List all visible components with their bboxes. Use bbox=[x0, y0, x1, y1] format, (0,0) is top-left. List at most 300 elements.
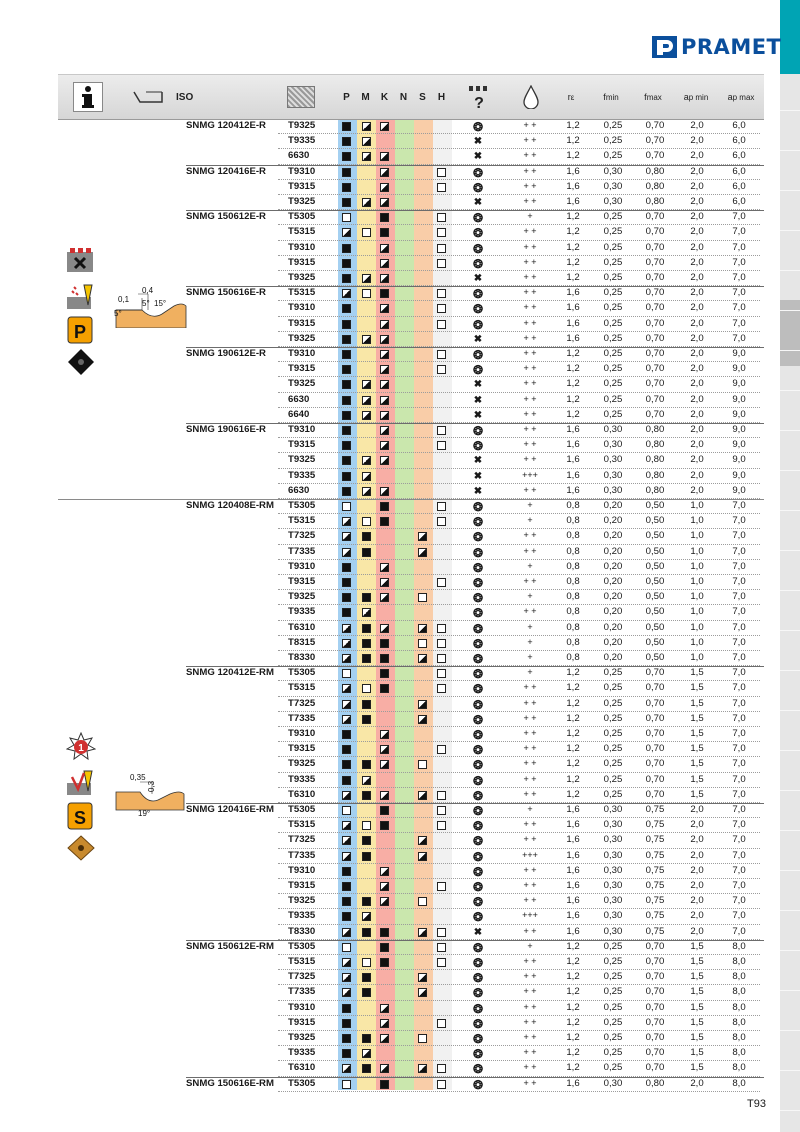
apmin-value: 1,5 bbox=[690, 743, 704, 755]
table-row bbox=[0, 256, 780, 271]
apmax-label: a bbox=[727, 92, 733, 102]
fmax-value: 0,70 bbox=[645, 1062, 665, 1074]
coolant-rating: + bbox=[527, 652, 533, 662]
apmax-value: 7,0 bbox=[732, 560, 746, 572]
rc-value: 1,6 bbox=[566, 849, 580, 861]
suitability-mark-k bbox=[380, 897, 389, 906]
continuous-application-icon: ❂ bbox=[472, 956, 484, 970]
svg-text:?: ? bbox=[474, 95, 484, 110]
fmin-header bbox=[594, 75, 628, 119]
fmax-value: 0,70 bbox=[645, 728, 665, 739]
fmin-value: 0,30 bbox=[603, 1077, 623, 1089]
fmax-value: 0,70 bbox=[645, 971, 665, 983]
suitability-mark-m bbox=[362, 456, 371, 465]
grade-code: T8330 bbox=[288, 925, 316, 937]
table-row bbox=[0, 1001, 780, 1016]
apmax-value: 7,0 bbox=[732, 834, 746, 846]
fmax-value: 0,70 bbox=[645, 788, 665, 800]
suitability-mark-s bbox=[418, 532, 427, 541]
apmax-value: 7,0 bbox=[732, 317, 746, 329]
grade-code: T9310 bbox=[288, 864, 316, 876]
rc-value: 1,2 bbox=[566, 1001, 580, 1013]
fmin-value: 0,20 bbox=[603, 576, 623, 587]
apmin-value: 2,0 bbox=[690, 454, 704, 466]
iso-designation: SNMG 120416E-RM bbox=[186, 804, 274, 815]
apmin-value: 2,0 bbox=[690, 849, 704, 861]
table-row bbox=[0, 1016, 780, 1031]
apmax-value: 9,0 bbox=[732, 393, 746, 405]
rc-value: 1,6 bbox=[566, 880, 580, 891]
apmin-value: 2,0 bbox=[690, 180, 704, 192]
continuous-application-icon: ❂ bbox=[472, 682, 484, 697]
table-row bbox=[0, 560, 780, 575]
fmin-value: 0,25 bbox=[603, 272, 623, 283]
continuous-application-icon: ❂ bbox=[472, 165, 484, 180]
suitability-mark-k bbox=[380, 320, 389, 329]
apmin-value: 2,0 bbox=[690, 135, 704, 147]
fmax-value: 0,70 bbox=[645, 226, 665, 238]
suitability-mark-p bbox=[342, 760, 351, 769]
table-row bbox=[0, 225, 780, 240]
coolant-rating: + + bbox=[523, 165, 537, 176]
suitability-mark-k bbox=[380, 684, 389, 693]
suitability-mark-m bbox=[362, 593, 371, 602]
apmin-header bbox=[676, 75, 716, 119]
suitability-mark-m bbox=[362, 472, 371, 481]
table-row bbox=[0, 484, 780, 499]
suitability-mark-p bbox=[342, 426, 351, 435]
coolant-rating: + + bbox=[523, 332, 537, 343]
continuous-application-icon: ❂ bbox=[472, 180, 484, 195]
continuous-application-icon: ❂ bbox=[472, 652, 484, 666]
suitability-mark-s bbox=[418, 988, 427, 997]
apmin-value: 2,0 bbox=[690, 226, 704, 238]
fmax-value: 0,50 bbox=[645, 576, 665, 587]
suitability-mark-h bbox=[437, 684, 446, 693]
suitability-mark-p bbox=[342, 137, 351, 146]
grade-code: T9325 bbox=[288, 895, 316, 907]
continuous-application-icon: ❂ bbox=[472, 226, 484, 241]
suitability-mark-k bbox=[380, 882, 389, 891]
section2-chipbreaker-diagram bbox=[112, 770, 188, 823]
side-divider bbox=[780, 1110, 800, 1111]
fmax-value: 0,70 bbox=[645, 317, 665, 329]
side-divider bbox=[780, 750, 800, 751]
grade-texture-icon bbox=[286, 75, 316, 119]
apmax-sub: p max bbox=[732, 92, 755, 102]
coolant-rating: + bbox=[527, 621, 533, 632]
apmin-value: 2,0 bbox=[690, 363, 704, 375]
suitability-mark-h bbox=[437, 1080, 446, 1089]
suitability-mark-k bbox=[380, 578, 389, 587]
rc-value: 0,8 bbox=[566, 621, 580, 633]
table-row bbox=[0, 1031, 780, 1046]
apmax-value: 7,0 bbox=[732, 667, 746, 679]
rc-value: 0,8 bbox=[566, 530, 580, 542]
suitability-mark-k bbox=[380, 760, 389, 769]
grade-code: T6310 bbox=[288, 788, 316, 800]
suitability-mark-s bbox=[418, 1034, 427, 1043]
fmin-value: 0,25 bbox=[603, 697, 623, 709]
suitability-mark-m bbox=[362, 928, 371, 937]
suitability-mark-k bbox=[380, 289, 389, 298]
fmin-value: 0,30 bbox=[603, 439, 623, 451]
continuous-application-icon: ❂ bbox=[472, 636, 484, 651]
coolant-drop-icon bbox=[516, 75, 546, 119]
table-row bbox=[0, 742, 780, 757]
suitability-mark-p bbox=[342, 958, 351, 967]
suitability-mark-p bbox=[342, 289, 351, 298]
apmax-value: 8,0 bbox=[732, 1001, 746, 1013]
apmax-value: 7,0 bbox=[732, 652, 746, 663]
iso-designation: SNMG 190612E-R bbox=[186, 348, 266, 359]
suitability-mark-m bbox=[362, 289, 371, 298]
fmin-value: 0,25 bbox=[603, 241, 623, 253]
grade-code: T9335 bbox=[288, 135, 316, 147]
grade-code: T5315 bbox=[288, 819, 316, 831]
apmin-value: 2,0 bbox=[690, 484, 704, 496]
suitability-mark-h bbox=[437, 745, 446, 754]
rc-value: 1,2 bbox=[566, 241, 580, 253]
apmin-value: 2,0 bbox=[690, 378, 704, 390]
apmin-value: 1,5 bbox=[690, 712, 704, 724]
grade-code: T5315 bbox=[288, 515, 316, 527]
fmin-value: 0,30 bbox=[603, 880, 623, 891]
continuous-application-icon: ❂ bbox=[472, 1062, 484, 1077]
table-row bbox=[0, 453, 780, 468]
side-divider bbox=[780, 790, 800, 791]
rc-value: 1,2 bbox=[566, 211, 580, 223]
coolant-rating: + + bbox=[523, 363, 537, 374]
apmin-value: 2,0 bbox=[690, 211, 704, 223]
rc-value: 1,2 bbox=[566, 363, 580, 375]
apmax-value: 7,0 bbox=[732, 743, 746, 755]
fmax-value: 0,70 bbox=[645, 408, 665, 420]
coolant-rating: + + bbox=[523, 956, 537, 966]
grade-code: T5305 bbox=[288, 667, 316, 679]
apmax-value: 9,0 bbox=[732, 484, 746, 496]
cross-application-icon: ✖ bbox=[473, 151, 483, 163]
coolant-rating: + + bbox=[523, 1077, 537, 1088]
side-divider bbox=[780, 630, 800, 631]
fmin-value: 0,25 bbox=[603, 287, 623, 299]
coolant-rating: + bbox=[527, 211, 533, 222]
fmin-value: 0,30 bbox=[603, 849, 623, 861]
side-tab-strip bbox=[780, 0, 800, 1132]
suitability-mark-p bbox=[342, 274, 351, 283]
cross-application-icon: ✖ bbox=[473, 136, 483, 148]
suitability-mark-m bbox=[362, 1064, 371, 1073]
suitability-mark-h bbox=[437, 517, 446, 526]
continuous-application-icon: ❂ bbox=[472, 211, 484, 226]
grade-code: T9325 bbox=[288, 120, 316, 131]
suitability-mark-m bbox=[362, 487, 371, 496]
table-row bbox=[0, 514, 780, 529]
iso-designation: SNMG 120416E-R bbox=[186, 165, 266, 177]
fmin-value: 0,25 bbox=[603, 226, 623, 238]
apmin-value: 2,0 bbox=[690, 804, 704, 815]
apmax-value: 7,0 bbox=[732, 804, 746, 815]
continuous-application-icon: ❂ bbox=[472, 302, 484, 317]
grade-code: T9315 bbox=[288, 439, 316, 451]
fmax-value: 0,80 bbox=[645, 439, 665, 451]
fmax-value: 0,70 bbox=[645, 287, 665, 299]
iso-designation: SNMG 150612E-RM bbox=[186, 940, 274, 952]
rc-label: r bbox=[567, 92, 571, 102]
fmax-value: 0,50 bbox=[645, 636, 665, 648]
apmin-value: 2,0 bbox=[690, 393, 704, 405]
fmax-value: 0,70 bbox=[645, 682, 665, 694]
cross-application-icon: ✖ bbox=[473, 273, 483, 284]
rc-value: 1,6 bbox=[566, 469, 580, 481]
apmin-value: 2,0 bbox=[690, 834, 704, 846]
grade-code: 6640 bbox=[288, 408, 310, 420]
continuous-application-icon: ❂ bbox=[472, 120, 484, 134]
continuous-application-icon: ❂ bbox=[472, 363, 484, 378]
coolant-rating: + + bbox=[523, 576, 537, 586]
apmax-value: 7,0 bbox=[732, 606, 746, 618]
fmax-value: 0,80 bbox=[645, 454, 665, 466]
fmin-value: 0,30 bbox=[603, 484, 623, 496]
suitability-mark-m bbox=[362, 836, 371, 845]
suitability-mark-k bbox=[380, 654, 389, 663]
table-row bbox=[0, 833, 780, 848]
suitability-mark-p bbox=[342, 654, 351, 663]
rc-value: 1,2 bbox=[566, 682, 580, 694]
continuous-application-icon: ❂ bbox=[472, 530, 484, 545]
coolant-rating: + + bbox=[523, 712, 537, 723]
apmin-value: 2,0 bbox=[690, 925, 704, 937]
fmin-value: 0,20 bbox=[603, 560, 623, 572]
suitability-mark-k bbox=[380, 350, 389, 359]
rc-value: 1,2 bbox=[566, 135, 580, 147]
apmax-value: 8,0 bbox=[732, 986, 746, 998]
suitability-mark-m bbox=[362, 122, 371, 131]
coolant-rating: + + bbox=[523, 743, 537, 754]
side-divider bbox=[780, 190, 800, 191]
coolant-rating: + + bbox=[523, 287, 537, 298]
apmax-value: 7,0 bbox=[732, 302, 746, 314]
suitability-mark-m bbox=[362, 715, 371, 724]
suitability-mark-h bbox=[437, 639, 446, 648]
suitability-mark-p bbox=[342, 1080, 351, 1089]
continuous-application-icon: ❂ bbox=[472, 971, 484, 986]
apmin-value: 2,0 bbox=[690, 424, 704, 435]
coolant-rating: + + bbox=[523, 378, 537, 389]
table-row bbox=[0, 909, 780, 924]
suitability-mark-p bbox=[342, 350, 351, 359]
material-s: S bbox=[419, 91, 426, 103]
apmin-value: 1,5 bbox=[690, 1047, 704, 1059]
fmin-value: 0,20 bbox=[603, 530, 623, 542]
apmin-value: 2,0 bbox=[690, 439, 704, 451]
fmin-value: 0,30 bbox=[603, 469, 623, 481]
grade-code: T9325 bbox=[288, 1032, 316, 1043]
coolant-rating: + + bbox=[523, 606, 537, 617]
grade-code: T9315 bbox=[288, 363, 316, 375]
fmin-value: 0,25 bbox=[603, 682, 623, 694]
table-row bbox=[0, 241, 780, 256]
suitability-mark-p bbox=[342, 502, 351, 511]
continuous-application-icon: ❂ bbox=[472, 1077, 484, 1092]
apmax-value: 7,0 bbox=[732, 256, 746, 268]
apmax-value: 6,0 bbox=[732, 150, 746, 162]
fmax-label: f bbox=[644, 92, 647, 102]
grade-code: T8330 bbox=[288, 652, 316, 663]
suitability-mark-p bbox=[342, 943, 351, 952]
fmin-value: 0,30 bbox=[603, 804, 623, 815]
coolant-rating: + + bbox=[523, 180, 537, 191]
apmax-value: 9,0 bbox=[732, 348, 746, 359]
rc-value: 0,8 bbox=[566, 636, 580, 648]
rc-value: 1,2 bbox=[566, 697, 580, 709]
suitability-mark-p bbox=[342, 715, 351, 724]
apmax-value: 7,0 bbox=[732, 880, 746, 891]
grade-code: T7335 bbox=[288, 849, 316, 861]
suitability-mark-k bbox=[380, 365, 389, 374]
suitability-mark-h bbox=[437, 304, 446, 313]
section1-chipbreaker-diagram bbox=[112, 284, 188, 333]
apmax-value: 7,0 bbox=[732, 773, 746, 785]
grade-code: T9325 bbox=[288, 196, 316, 207]
grade-code: T9325 bbox=[288, 454, 316, 466]
suitability-mark-k bbox=[380, 1064, 389, 1073]
continuous-application-icon: ❂ bbox=[472, 910, 484, 925]
rc-value: 1,2 bbox=[566, 743, 580, 755]
fmin-value: 0,25 bbox=[603, 211, 623, 223]
iso-designation: SNMG 150616E-RM bbox=[186, 1077, 274, 1089]
apmin-value: 1,0 bbox=[690, 652, 704, 663]
iso-designation: SNMG 150616E-R bbox=[186, 287, 266, 299]
pramet-logo-icon bbox=[652, 35, 678, 59]
suitability-mark-p bbox=[342, 198, 351, 207]
rc-value: 1,2 bbox=[566, 728, 580, 739]
suitability-mark-m bbox=[362, 624, 371, 633]
grade-code: T7335 bbox=[288, 545, 316, 557]
rc-sub: ε bbox=[570, 92, 575, 102]
suitability-mark-k bbox=[380, 593, 389, 602]
suitability-mark-p bbox=[342, 624, 351, 633]
section1-icons bbox=[66, 246, 96, 377]
table-row bbox=[0, 545, 780, 560]
suitability-mark-s bbox=[418, 639, 427, 648]
fmax-value: 0,75 bbox=[645, 895, 665, 907]
fmax-value: 0,50 bbox=[645, 606, 665, 618]
svg-text:S: S bbox=[73, 808, 87, 828]
suitability-mark-h bbox=[437, 654, 446, 663]
insert-shape-icon bbox=[128, 75, 168, 119]
rc-value: 1,6 bbox=[566, 165, 580, 177]
suitability-mark-p bbox=[342, 472, 351, 481]
apmin-value: 1,5 bbox=[690, 940, 704, 952]
apmin-value: 1,5 bbox=[690, 773, 704, 785]
coolant-rating: + + bbox=[523, 864, 537, 875]
suitability-mark-p bbox=[342, 912, 351, 921]
apmax-value: 6,0 bbox=[732, 196, 746, 207]
fmin-value: 0,25 bbox=[603, 667, 623, 679]
suitability-mark-k bbox=[380, 259, 389, 268]
suitability-mark-m bbox=[362, 274, 371, 283]
grade-code: T9310 bbox=[288, 165, 316, 177]
apmax-value: 9,0 bbox=[732, 424, 746, 435]
suitability-mark-p bbox=[342, 335, 351, 344]
table-row bbox=[0, 332, 780, 347]
apmax-value: 7,0 bbox=[732, 272, 746, 283]
apmax-value: 7,0 bbox=[732, 864, 746, 876]
apmax-value: 6,0 bbox=[732, 135, 746, 147]
rc-value: 1,2 bbox=[566, 150, 580, 162]
coolant-rating: + + bbox=[523, 256, 537, 267]
suitability-mark-k bbox=[380, 411, 389, 420]
table-row bbox=[0, 849, 780, 864]
fmax-value: 0,75 bbox=[645, 834, 665, 846]
fmin-value: 0,25 bbox=[603, 728, 623, 739]
page-number: T93 bbox=[747, 1098, 766, 1110]
suitability-mark-p bbox=[342, 244, 351, 253]
table-row bbox=[0, 621, 780, 636]
dim-0-1: 0,1 bbox=[118, 295, 130, 304]
fmin-value: 0,30 bbox=[603, 180, 623, 192]
dim-0-4: 0,4 bbox=[142, 286, 154, 295]
coolant-rating: + + bbox=[523, 1047, 537, 1058]
suitability-mark-k bbox=[380, 502, 389, 511]
suitability-mark-p bbox=[342, 122, 351, 131]
continuous-application-icon: ❂ bbox=[472, 241, 484, 256]
apmin-value: 2,0 bbox=[690, 256, 704, 268]
apmin-value: 1,5 bbox=[690, 956, 704, 967]
grade-code: T9335 bbox=[288, 910, 316, 922]
suitability-mark-k bbox=[380, 183, 389, 192]
rc-value: 1,6 bbox=[566, 925, 580, 937]
side-divider bbox=[780, 1070, 800, 1071]
suitability-mark-k bbox=[380, 426, 389, 435]
coolant-rating: + bbox=[527, 940, 533, 951]
fmax-value: 0,80 bbox=[645, 424, 665, 435]
iso-designation: SNMG 190616E-R bbox=[186, 424, 266, 435]
suitability-mark-m bbox=[362, 228, 371, 237]
medium-cut-icon bbox=[66, 769, 96, 799]
apmax-value: 7,0 bbox=[732, 849, 746, 861]
side-divider bbox=[780, 550, 800, 551]
rc-value: 1,2 bbox=[566, 758, 580, 770]
suitability-mark-p bbox=[342, 988, 351, 997]
side-divider bbox=[780, 110, 800, 111]
grade-code: T9315 bbox=[288, 880, 316, 891]
fmax-value: 0,70 bbox=[645, 1001, 665, 1013]
table-row bbox=[0, 666, 780, 681]
rc-value: 0,8 bbox=[566, 591, 580, 603]
suitability-mark-k bbox=[380, 639, 389, 648]
suitability-mark-k bbox=[380, 943, 389, 952]
continuous-application-icon: ❂ bbox=[472, 728, 484, 742]
continuous-application-icon: ❂ bbox=[472, 864, 484, 879]
grade-code: T5315 bbox=[288, 287, 316, 299]
apmax-value: 7,0 bbox=[732, 500, 746, 511]
suitability-mark-k bbox=[380, 958, 389, 967]
grade-code: T9315 bbox=[288, 1016, 316, 1028]
grade-code: T9310 bbox=[288, 241, 316, 253]
side-divider bbox=[780, 350, 800, 351]
rc-value: 1,2 bbox=[566, 788, 580, 800]
continuous-application-icon: ❂ bbox=[472, 849, 484, 864]
apmax-value: 9,0 bbox=[732, 454, 746, 466]
apmin-value: 1,0 bbox=[690, 621, 704, 633]
apmin-value: 1,0 bbox=[690, 530, 704, 542]
fmin-value: 0,25 bbox=[603, 378, 623, 390]
roughing-icon bbox=[66, 283, 96, 313]
apmin-value: 2,0 bbox=[690, 196, 704, 207]
apmin-value: 1,5 bbox=[690, 697, 704, 709]
